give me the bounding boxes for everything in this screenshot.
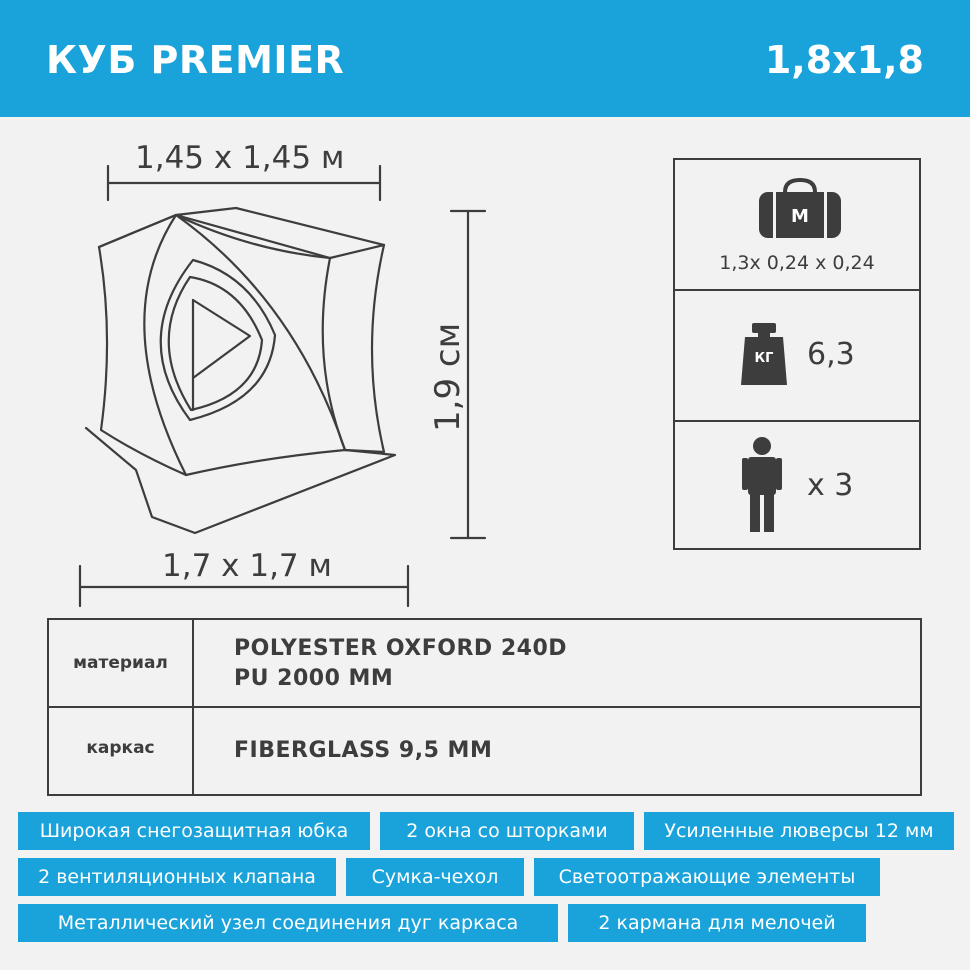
row-value-line: PU 2000 MM <box>234 666 394 691</box>
row-label: каркас <box>49 708 194 794</box>
bag-spec-cell <box>675 160 919 291</box>
weight-value: 6,3 <box>807 337 855 372</box>
table-row <box>49 708 920 794</box>
persons-value: х 3 <box>807 468 854 503</box>
feature-tag: Усиленные люверсы 12 мм <box>644 812 954 850</box>
bag-letter: М <box>791 206 809 227</box>
feature-tag: Светоотражающие элементы <box>534 858 880 896</box>
row-label: материал <box>49 620 194 706</box>
row-value <box>234 634 567 694</box>
row-value-line: FIBERGLASS 9,5 MM <box>234 738 493 763</box>
top-dimension-label: 1,45 х 1,45 м <box>135 140 345 176</box>
table-row <box>49 620 920 708</box>
product-size: 1,8x1,8 <box>764 38 924 82</box>
feature-tag: 2 кармана для мелочей <box>568 904 866 942</box>
bottom-dimension-label: 1,7 х 1,7 м <box>162 548 332 584</box>
row-value-line: POLYESTER OXFORD 240D <box>234 636 568 661</box>
height-dimension-label: 1,9 см <box>428 322 468 432</box>
feature-tag: Сумка-чехол <box>346 858 524 896</box>
materials-table <box>47 618 922 796</box>
row-value <box>234 736 492 766</box>
spec-panel <box>673 158 921 550</box>
feature-tag: 2 окна со шторками <box>380 812 634 850</box>
product-title: КУБ PREMIER <box>46 38 345 82</box>
weight-spec-cell <box>675 291 919 422</box>
feature-tag: Металлический узел соединения дуг каркаса <box>18 904 558 942</box>
feature-tag: 2 вентиляционных клапана <box>18 858 336 896</box>
persons-spec-cell <box>675 422 919 548</box>
weight-unit: КГ <box>754 351 774 366</box>
bag-size: 1,3х 0,24 х 0,24 <box>719 252 875 274</box>
person-icon <box>742 436 782 532</box>
feature-tag: Широкая снегозащитная юбка <box>18 812 370 850</box>
